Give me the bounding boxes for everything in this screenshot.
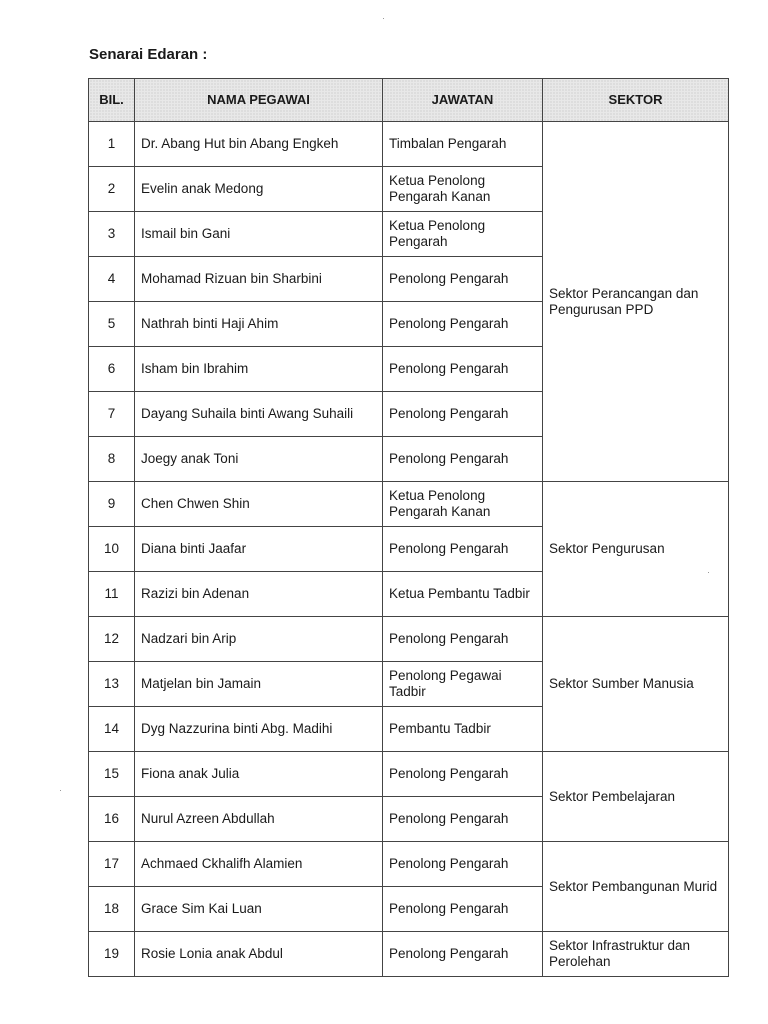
cell-bil: 17 (89, 842, 135, 887)
cell-bil: 18 (89, 887, 135, 932)
cell-jawatan: Penolong Pengarah (383, 347, 543, 392)
cell-nama-pegawai: Matjelan bin Jamain (135, 662, 383, 707)
cell-bil: 2 (89, 167, 135, 212)
cell-jawatan: Penolong Pengarah (383, 797, 543, 842)
table-row (89, 932, 729, 977)
table-row (89, 617, 729, 662)
cell-sektor: Sektor Pembelajaran (543, 752, 729, 842)
cell-sektor: Sektor Perancangan dan Pengurusan PPD (543, 122, 729, 482)
cell-nama-pegawai: Joegy anak Toni (135, 437, 383, 482)
header-nama-pegawai: NAMA PEGAWAI (135, 79, 383, 122)
cell-bil: 8 (89, 437, 135, 482)
cell-nama-pegawai: Fiona anak Julia (135, 752, 383, 797)
cell-jawatan: Penolong Pengarah (383, 527, 543, 572)
cell-sektor: Sektor Infrastruktur dan Perolehan (543, 932, 729, 977)
cell-jawatan: Penolong Pengarah (383, 752, 543, 797)
cell-nama-pegawai: Rosie Lonia anak Abdul (135, 932, 383, 977)
cell-jawatan: Ketua Penolong Pengarah Kanan (383, 482, 543, 527)
cell-bil: 1 (89, 122, 135, 167)
cell-jawatan: Penolong Pengarah (383, 887, 543, 932)
cell-bil: 5 (89, 302, 135, 347)
cell-jawatan: Timbalan Pengarah (383, 122, 543, 167)
cell-bil: 6 (89, 347, 135, 392)
table-body (89, 122, 729, 977)
scan-speck (60, 790, 61, 791)
cell-bil: 4 (89, 257, 135, 302)
header-bil: BIL. (89, 79, 135, 122)
cell-jawatan: Penolong Pengarah (383, 617, 543, 662)
cell-bil: 19 (89, 932, 135, 977)
cell-nama-pegawai: Grace Sim Kai Luan (135, 887, 383, 932)
cell-nama-pegawai: Nadzari bin Arip (135, 617, 383, 662)
cell-nama-pegawai: Diana binti Jaafar (135, 527, 383, 572)
cell-nama-pegawai: Isham bin Ibrahim (135, 347, 383, 392)
cell-jawatan: Penolong Pengarah (383, 437, 543, 482)
cell-nama-pegawai: Achmaed Ckhalifh Alamien (135, 842, 383, 887)
cell-nama-pegawai: Mohamad Rizuan bin Sharbini (135, 257, 383, 302)
cell-bil: 14 (89, 707, 135, 752)
cell-jawatan: Ketua Pembantu Tadbir (383, 572, 543, 617)
cell-bil: 16 (89, 797, 135, 842)
scan-speck (708, 572, 709, 573)
cell-nama-pegawai: Dayang Suhaila binti Awang Suhaili (135, 392, 383, 437)
cell-bil: 7 (89, 392, 135, 437)
table-row (89, 842, 729, 887)
cell-jawatan: Penolong Pengarah (383, 302, 543, 347)
cell-jawatan: Penolong Pengarah (383, 257, 543, 302)
cell-nama-pegawai: Nurul Azreen Abdullah (135, 797, 383, 842)
cell-jawatan: Ketua Penolong Pengarah (383, 212, 543, 257)
cell-bil: 15 (89, 752, 135, 797)
table-row (89, 122, 729, 167)
distribution-table (88, 78, 729, 977)
table-header-row (89, 79, 729, 122)
cell-nama-pegawai: Ismail bin Gani (135, 212, 383, 257)
cell-jawatan: Pembantu Tadbir (383, 707, 543, 752)
cell-bil: 13 (89, 662, 135, 707)
cell-jawatan: Penolong Pengarah (383, 842, 543, 887)
document-heading: Senarai Edaran : (89, 46, 208, 63)
table-row (89, 752, 729, 797)
header-jawatan: JAWATAN (383, 79, 543, 122)
cell-jawatan: Penolong Pengarah (383, 932, 543, 977)
cell-nama-pegawai: Dr. Abang Hut bin Abang Engkeh (135, 122, 383, 167)
cell-bil: 11 (89, 572, 135, 617)
cell-jawatan: Ketua Penolong Pengarah Kanan (383, 167, 543, 212)
cell-nama-pegawai: Razizi bin Adenan (135, 572, 383, 617)
cell-bil: 3 (89, 212, 135, 257)
cell-jawatan: Penolong Pengarah (383, 392, 543, 437)
cell-nama-pegawai: Dyg Nazzurina binti Abg. Madihi (135, 707, 383, 752)
cell-bil: 12 (89, 617, 135, 662)
cell-bil: 10 (89, 527, 135, 572)
cell-nama-pegawai: Evelin anak Medong (135, 167, 383, 212)
cell-nama-pegawai: Chen Chwen Shin (135, 482, 383, 527)
cell-sektor: Sektor Sumber Manusia (543, 617, 729, 752)
cell-jawatan: Penolong Pegawai Tadbir (383, 662, 543, 707)
scan-speck (383, 18, 384, 19)
cell-nama-pegawai: Nathrah binti Haji Ahim (135, 302, 383, 347)
table-row (89, 482, 729, 527)
cell-sektor: Sektor Pengurusan (543, 482, 729, 617)
header-sektor: SEKTOR (543, 79, 729, 122)
cell-bil: 9 (89, 482, 135, 527)
cell-sektor: Sektor Pembangunan Murid (543, 842, 729, 932)
